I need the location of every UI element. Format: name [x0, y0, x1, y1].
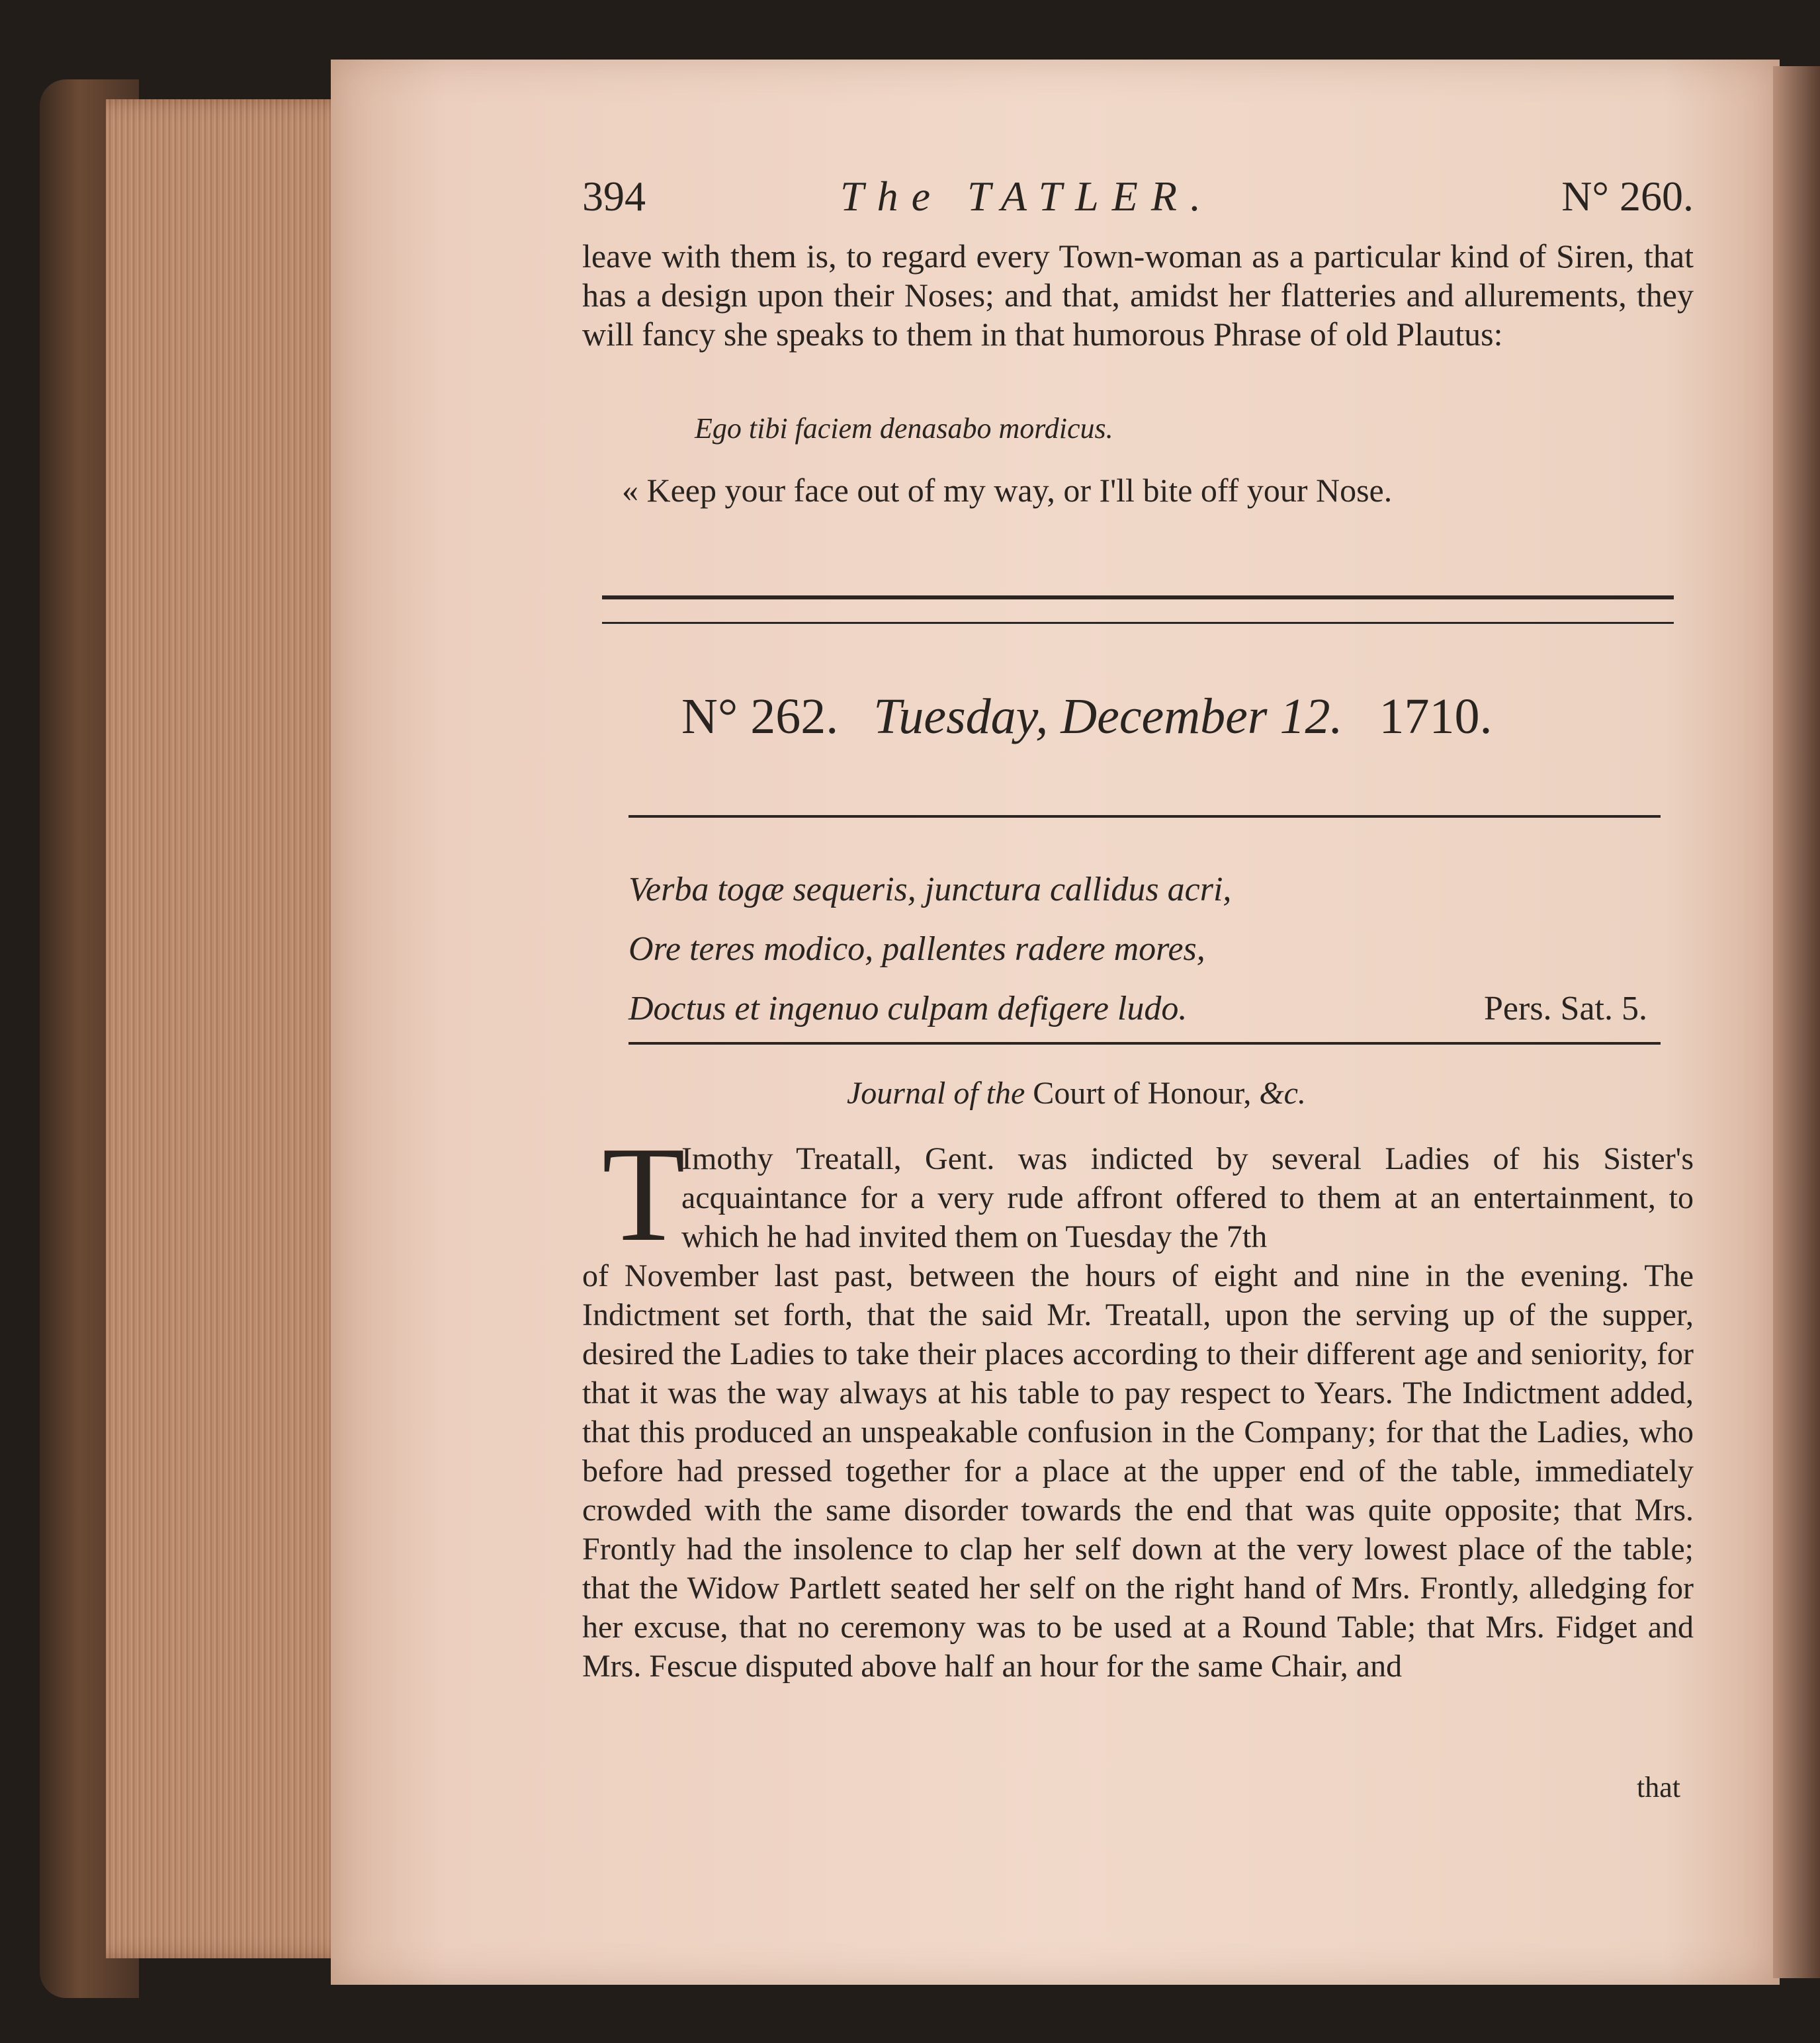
epigraph-rule: [628, 1042, 1661, 1045]
epigraph-source: Pers. Sat. 5.: [1484, 990, 1647, 1027]
journal-heading-etc: &c.: [1259, 1076, 1306, 1111]
journal-heading-italic: Journal of the: [847, 1076, 1025, 1111]
epigraph-line: Ore teres modico, pallentes radere mores,: [628, 930, 1205, 968]
journal-heading: [847, 1075, 1306, 1111]
body-paragraph: of November last past, between the hours of eight and nine in the evening. The Indictment set forth, that the said Mr. Treatall, upon the serving up of the supper, desired the Ladies to take their places according to their different age and seniority, for that it was the way always at his table to pay respect to Years. The Indictment added, that this produced an unspeakable confusion in the Company; for that the Ladies, who before had pressed together for a place at the upper end of the table, immediately crowded with the same disorder towards the end that was quite opposite; that Mrs. Frontly had the insolence to clap her self down at the very lowest place of the table; that the Widow Partlett seated her self on the right hand of Mrs. Frontly, alledging for her excuse, that no ceremony was to be used at a Round Table; that Mrs. Fidget and Mrs. Fescue disputed above half an hour for the same Chair, and: [582, 1258, 1694, 1684]
english-quote: « Keep your face out of my way, or I'll bite off your Nose.: [622, 472, 1393, 509]
issue-number: N° 262.: [681, 689, 839, 744]
epigraph-line: Verba togæ sequeris, junctura callidus acri,: [628, 871, 1232, 908]
epigraph: [628, 860, 1647, 1039]
page-number: 394: [582, 173, 646, 220]
issue-heading: [681, 688, 1492, 746]
latin-quote: Ego tibi faciem denasabo mordicus.: [695, 412, 1113, 445]
issue-date: Tuesday, December 12.: [873, 689, 1343, 744]
running-head: [582, 172, 1694, 232]
issue-year: 1710.: [1379, 689, 1493, 744]
drop-cap: T: [602, 1118, 685, 1270]
issue-reference: N° 260.: [1561, 173, 1694, 220]
section-rule-thick: [602, 595, 1674, 599]
section-rule-thin: [602, 622, 1674, 624]
heading-rule: [628, 815, 1661, 818]
running-title: The TATLER.: [840, 173, 1214, 220]
body-first-lines: Imothy Treatall, Gent. was indicted by several Ladies of his Sister's acquaintance for a very rude affront offered to them at an entertainment, to which he had invited them on Tuesday the 7th: [681, 1141, 1694, 1254]
facing-page-edge: [1773, 66, 1820, 1978]
catchword: that: [1637, 1771, 1680, 1804]
opening-paragraph: leave with them is, to regard every Town-woman as a particular kind of Siren, that has a design upon their Noses; and that, amidst her flatteries and allurements, they will fancy she speaks to them in that humorous Phrase of old Plautus:: [582, 238, 1694, 353]
journal-heading-roman: Court of Honour,: [1033, 1076, 1252, 1111]
epigraph-line: Doctus et ingenuo culpam defigere ludo.: [628, 990, 1188, 1027]
